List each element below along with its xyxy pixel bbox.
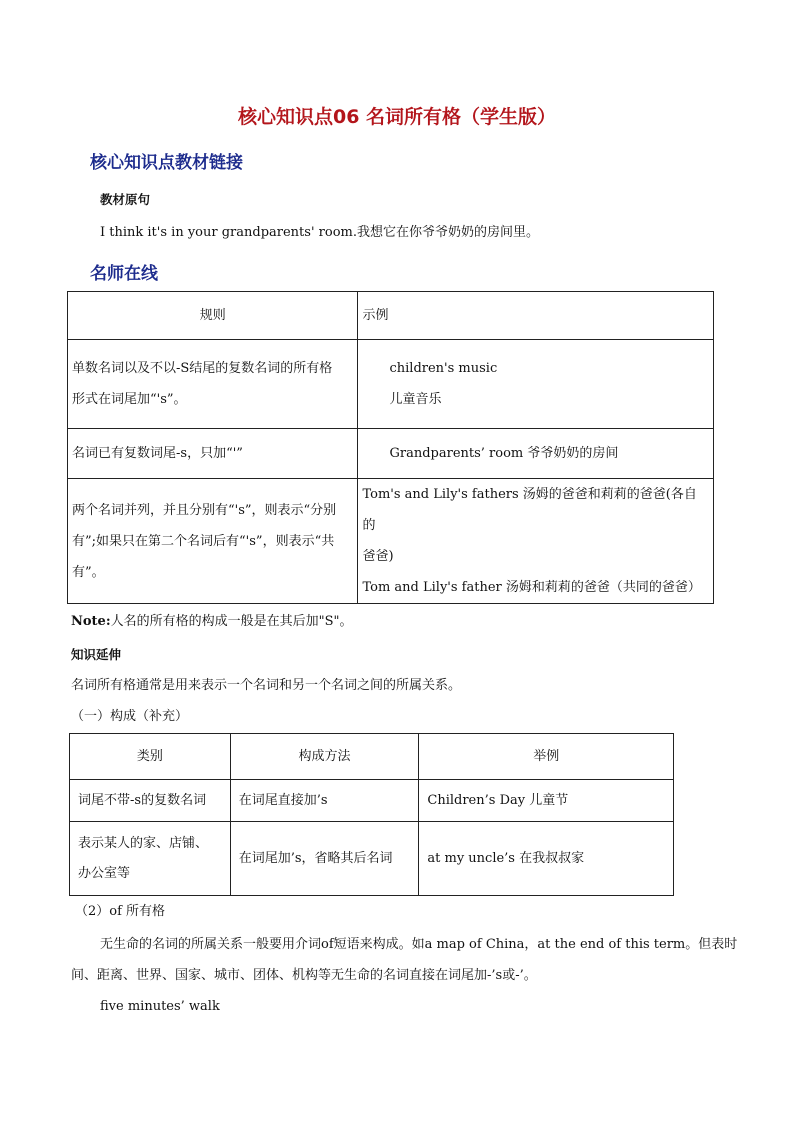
category-line: 表示某人的家、店铺、	[78, 835, 209, 851]
category-cell	[70, 780, 231, 822]
note-label: Note:	[71, 614, 111, 629]
example-cell	[358, 479, 714, 604]
rule-cell	[68, 340, 358, 429]
paragraph-line: 无生命的名词的所属关系一般要用介词of短语来构成。如a map of China，at the end of this term。但表时	[100, 937, 738, 952]
rule-line: 两个名词并列，并且分别有“'s”，则表示“分别	[72, 502, 337, 518]
table-row	[68, 340, 714, 429]
header-rule: 规则	[68, 292, 358, 340]
rule-line: 单数名词以及不以-S结尾的复数名词的所有格	[72, 361, 333, 376]
part1-label: （一）构成（补充）	[71, 709, 189, 724]
category-line: 办公室等	[78, 865, 131, 881]
intro-text: 名词所有格通常是用来表示一个名词和另一个名词之间的所属关系。	[71, 678, 462, 693]
method-cell: 在词尾加’s，省略其后名词	[230, 822, 419, 896]
example-phrase: five minutes’ walk	[100, 999, 220, 1014]
section-heading-teacher-online: 名师在线	[90, 264, 158, 284]
example-line: children's music	[389, 361, 498, 376]
subheading-knowledge-extension: 知识延伸	[71, 647, 122, 662]
rules-table	[67, 291, 714, 604]
example-line: Grandparents’ room 爷爷奶奶的房间	[389, 446, 619, 461]
example-line: Tom's and Lily's fathers 汤姆的爸爸和莉莉的爸爸(各自的	[362, 487, 697, 533]
example-cell: Children’s Day 儿童节	[419, 780, 674, 822]
table-row	[68, 429, 714, 479]
example-cell	[358, 340, 714, 429]
table-row	[70, 780, 674, 822]
category-line: 词尾不带-s的复数名词	[78, 792, 207, 808]
rule-line: 名词已有复数词尾-s，只加“'”	[72, 446, 243, 461]
method-cell: 在词尾直接加’s	[230, 780, 419, 822]
composition-table	[69, 733, 674, 896]
rule-cell	[68, 479, 358, 604]
table-header-row	[70, 734, 674, 780]
example-line: Tom and Lily's father 汤姆和莉莉的爸爸（共同的爸爸）	[362, 580, 701, 595]
page-title: 核心知识点06 名词所有格（学生版）	[237, 106, 557, 128]
example-cell: at my uncle’s 在我叔叔家	[419, 822, 674, 896]
rule-cell	[68, 429, 358, 479]
rule-line: 有”;如果只在第二个名词后有“'s”，则表示“共	[72, 533, 335, 549]
note-text: 人名的所有格的构成一般是在其后加"S"。	[110, 614, 353, 629]
rule-line: 形式在词尾加“'s”。	[72, 392, 187, 407]
subheading-original-sentence: 教材原句	[100, 192, 151, 207]
table-row	[70, 822, 674, 896]
header-example: 举例	[419, 734, 674, 780]
table-header-row	[68, 292, 714, 340]
category-cell	[70, 822, 231, 896]
example-cell	[358, 429, 714, 479]
header-example: 示例	[358, 292, 714, 340]
header-category: 类别	[70, 734, 231, 780]
paragraph-line: 间、距离、世界、国家、城市、团体、机构等无生命的名词直接在词尾加-’s或-’。	[71, 968, 537, 983]
section-heading-textbook-link: 核心知识点教材链接	[90, 153, 243, 173]
original-sentence: I think it's in your grandparents' room.我想它在你爷爷奶奶的房间里。	[100, 225, 539, 240]
header-method: 构成方法	[230, 734, 419, 780]
part2-label: （2）of 所有格	[75, 904, 166, 919]
example-line: 儿童音乐	[389, 392, 442, 407]
rule-line: 有”。	[72, 564, 105, 580]
note	[71, 612, 353, 632]
example-line: 爸爸)	[362, 549, 394, 564]
table-row	[68, 479, 714, 604]
